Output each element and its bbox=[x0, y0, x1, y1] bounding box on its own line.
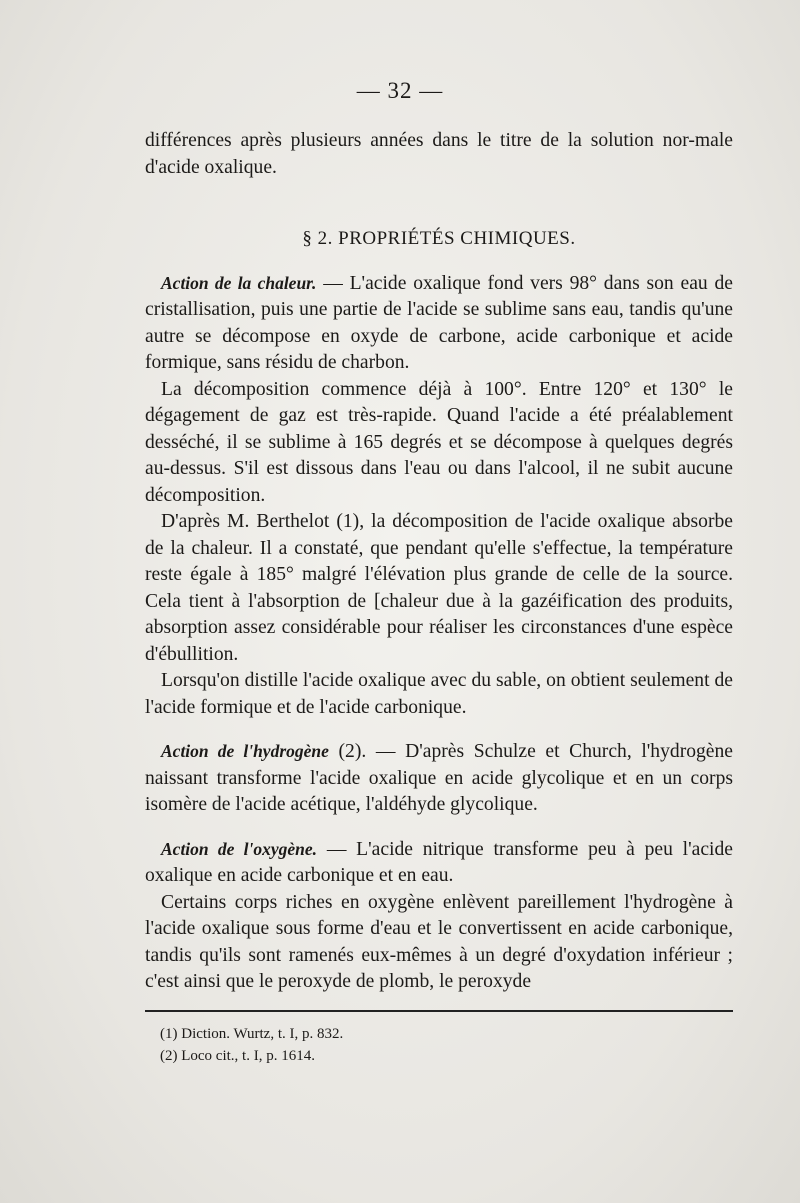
paragraph-text: — L'acide nitrique transforme peu à peu l'acide oxalique en acide carbonique et en eau. bbox=[145, 838, 733, 886]
paragraph-heat-2: La décomposition commence déjà à 100°. Entre 120° et 130° le dégagement de gaz est très-rapide. Quand l'acide a été préalablement desséché, il se sublime à 165 degrés et se décompose à quelques degrés au-dessus. S'il est dissous dans l'eau ou dans l'alcool, il ne subit aucune décomposition. bbox=[145, 378, 733, 506]
paragraph-text: (2). — D'après Schulze et Church, l'hydrogène naissant transforme l'acide oxalique en acide glycolique et en un corps isomère de l'acide acétique, l'aldéhyde glycolique. bbox=[145, 741, 734, 815]
section-title-hydrogen: Action de l'hydrogène bbox=[161, 741, 329, 761]
section-title-oxygen: Action de l'oxygène. bbox=[161, 838, 318, 859]
section-title-heat: Action de la chaleur. bbox=[161, 272, 317, 293]
paragraph-oxygen-1 bbox=[145, 836, 733, 890]
paragraph-hydrogen bbox=[145, 738, 733, 819]
section-heading: § 2. PROPRIÉTÉS CHIMIQUES. bbox=[302, 228, 576, 249]
paragraph-oxygen-2: Certains corps riches en oxygène enlèvent pareillement l'hydrogène à l'acide oxalique sous forme d'eau et le convertissent en acide carbonique, tandis qu'ils sont ramenés eux-mêmes à un degré d'oxydation inférieur ; c'est ainsi que le peroxyde de plomb, le peroxyde bbox=[145, 891, 733, 992]
footnote-2: (2) Loco cit., t. I, p. 1614. bbox=[160, 1048, 315, 1064]
paragraph-heat-1 bbox=[145, 270, 733, 377]
footnote-1: (1) Diction. Wurtz, t. I, p. 832. bbox=[160, 1026, 344, 1042]
footnote-divider bbox=[145, 1010, 733, 1012]
paragraph-text: — L'acide oxalique fond vers 98° dans son eau de cristallisation, puis une partie de l'acide se sublime sans eau, tandis qu'une autre se décompose en oxyde de carbone, acide carbonique et acide formique, sans résidu de charbon. bbox=[145, 272, 733, 373]
text-column bbox=[145, 128, 733, 996]
paragraph-heat-3: D'après M. Berthelot (1), la décomposition de l'acide oxalique absorbe de la chaleur. Il a constaté, que pendant qu'elle s'effectue, la température reste égale à 185° malgré l'élévation plus grande de celle de la source. Cela tient à l'absorption de [chaleur due à la gazéification des produits, absorption assez considérable pour réaliser les circonstances d'une espèce d'ébullition. bbox=[145, 511, 733, 665]
page-number: — 32 — bbox=[356, 78, 444, 103]
paragraph-heat-4: Lorsqu'on distille l'acide oxalique avec du sable, on obtient seulement de l'acide formique et de l'acide carbonique. bbox=[145, 670, 733, 718]
footnotes bbox=[160, 1023, 660, 1067]
opening-paragraph: différences après plusieurs années dans le titre de la solution nor-male d'acide oxalique. bbox=[145, 130, 733, 178]
